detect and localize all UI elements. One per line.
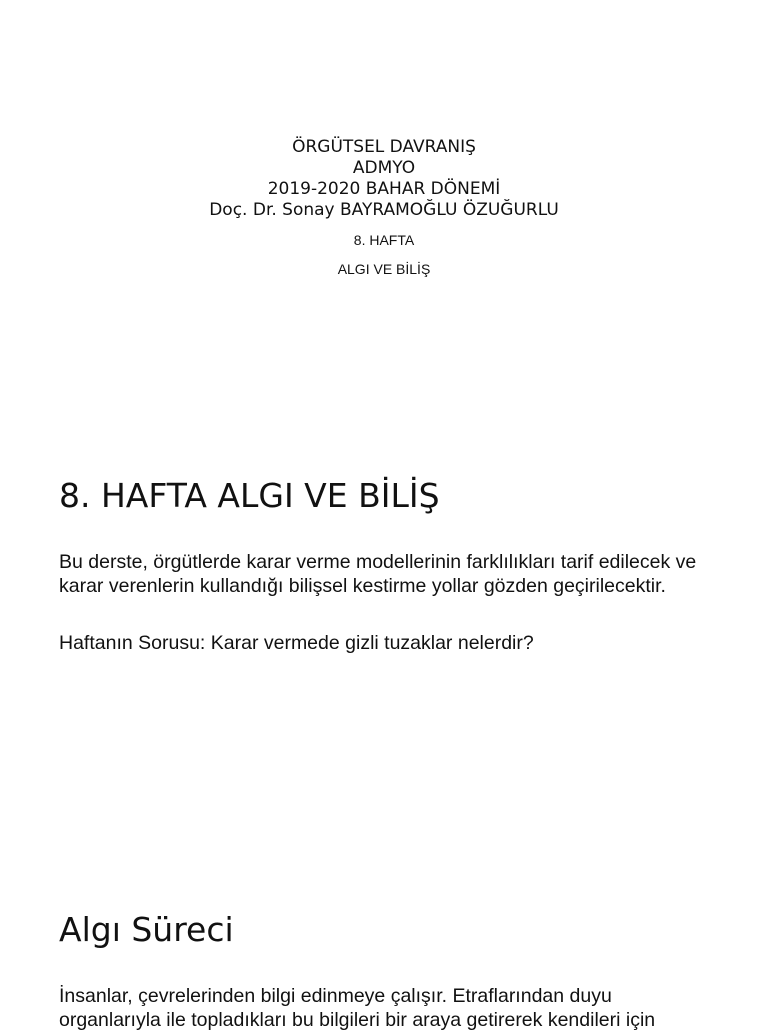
- week-label: 8. HAFTA: [353, 232, 415, 248]
- course-title: ÖRGÜTSEL DAVRANIŞ: [292, 137, 476, 157]
- perception-paragraph: [59, 984, 719, 1032]
- semester: 2019-2020 BAHAR DÖNEMİ: [267, 179, 501, 199]
- question-text: Haftanın Sorusu: Karar vermede gizli tuzaklar nelerdir?: [59, 632, 534, 654]
- department-name: ADMYO: [352, 158, 416, 178]
- instructor-name: Doç. Dr. Sonay BAYRAMOĞLU ÖZUĞURLU: [209, 200, 559, 220]
- title-slide-header: [0, 137, 768, 221]
- topic-label: ALGI VE BİLİŞ: [337, 261, 431, 277]
- perception-text: İnsanlar, çevrelerinden bilgi edinmeye çalışır. Etraflarından duyu organlarıyla ile topladıkları bu bilgileri bir araya getirerek kendileri için: [59, 985, 656, 1031]
- intro-text: Bu derste, örgütlerde karar verme modellerinin farklılıkları tarif edilecek ve karar verenlerin kullandığı bilişsel kestirme yollar gözden geçirilecektir.: [59, 551, 697, 597]
- week-heading: 8. HAFTA ALGI VE BİLİŞ: [59, 476, 440, 515]
- intro-paragraph: [59, 550, 719, 598]
- question-paragraph: [59, 631, 719, 655]
- perception-heading: Algı Süreci: [59, 910, 234, 949]
